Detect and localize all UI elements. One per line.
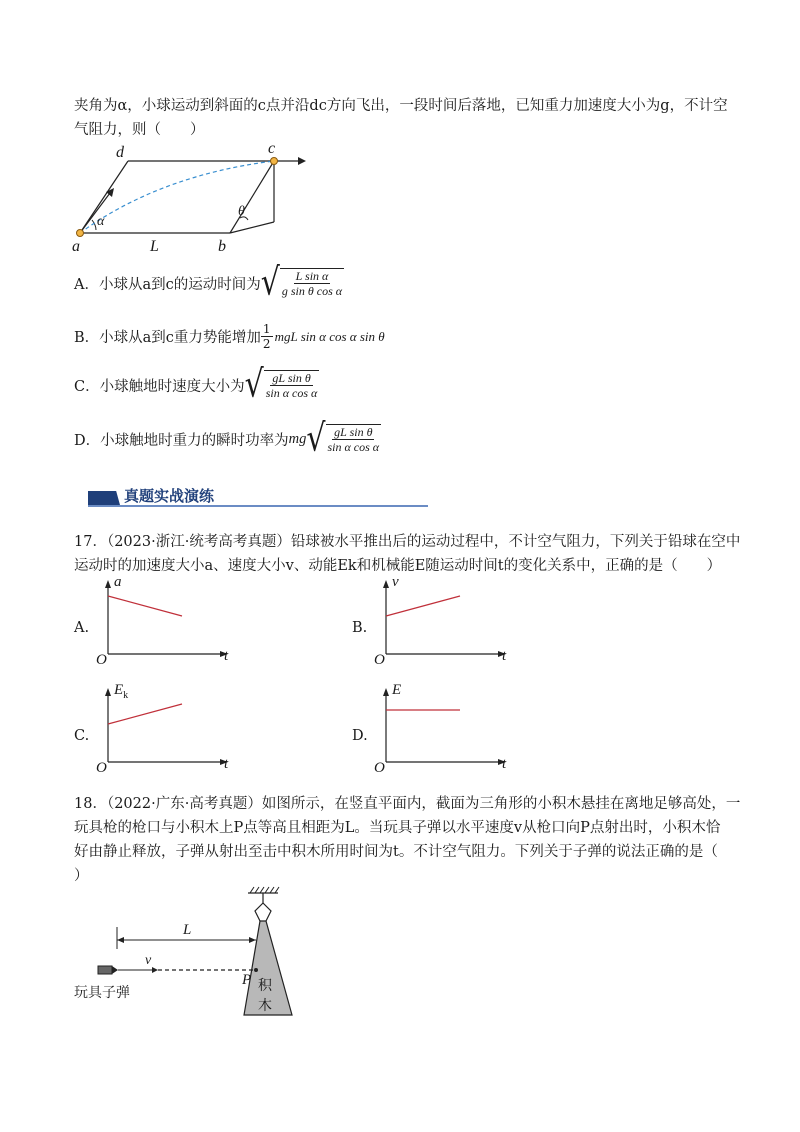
label-a: a (72, 238, 80, 255)
q17-graph-option-a[interactable] (74, 574, 294, 678)
q18-label-block1: 积 (258, 978, 272, 994)
point-P (254, 968, 258, 972)
velocity-arrow-head (106, 188, 114, 197)
option-c-formula: √ $\frac{\text{gL sin θ}}{\text{sin α cos α}}$ (244, 362, 318, 407)
q16-option-b[interactable] (74, 322, 385, 351)
label-theta: θ (238, 204, 245, 219)
x-axis-label: t (224, 756, 229, 772)
label-b: b (218, 238, 226, 255)
q17-option-label: D. (352, 728, 368, 744)
origin-label: O (374, 760, 385, 776)
q18-label-L: L (183, 922, 192, 938)
q17-option-label: B. (352, 620, 368, 636)
alpha-arc (92, 220, 96, 230)
ceiling-hatch (250, 887, 279, 893)
edge-base (230, 222, 274, 233)
option-c-den: sin α cos α (265, 386, 318, 400)
option-d-text: 小球触地时重力的瞬时功率为 (100, 432, 289, 449)
option-d-label: D． (74, 432, 101, 449)
q16-option-c[interactable] (74, 362, 319, 407)
y-axis-arrow (383, 580, 389, 588)
trajectory-curve (80, 161, 274, 233)
option-b-label: B． (74, 330, 100, 346)
data-line (108, 704, 182, 724)
banner-rule (88, 505, 428, 507)
option-c-label: C． (74, 378, 100, 395)
q18-label-block2: 木 (258, 998, 272, 1014)
q17-option-label: A. (74, 620, 90, 636)
option-d-num: gL sin θ (334, 425, 373, 439)
q18-line3: 好由静止释放，子弹从射出至击中积木所用时间为t。不计空气阻力。下列关于子弹的说法正确的是（ (74, 844, 718, 860)
origin-label: O (96, 652, 107, 668)
bullet-tip (112, 966, 118, 974)
q17-line2: 运动时的加速度大小a、速度大小v、动能Ek和机械能E随运动时间t的变化关系中，正确的是（ ） (74, 558, 722, 574)
q16-stem-line2: 气阻力，则（ ） (74, 122, 205, 138)
y-axis-label: E (392, 682, 402, 698)
velocity-arrow-line (80, 193, 110, 233)
q17-option-label: C. (74, 728, 90, 744)
banner-bar (88, 491, 120, 505)
q16-stem-line1: 夹角为α，小球运动到斜面的c点并沿dc方向飞出，一段时间后落地，已知重力加速度大小为g，不计空 (74, 98, 728, 114)
option-d-formula: √ $\frac{\text{gL sin θ}}{\text{sin α cos α}}$ (306, 416, 380, 461)
q17-graph-option-c[interactable] (74, 682, 294, 786)
option-d-prefix: mg (288, 430, 307, 447)
q17-graph-option-b[interactable] (352, 574, 572, 678)
label-c: c (268, 140, 276, 157)
section-title: 真题实战演练 (124, 487, 215, 505)
option-b-fraction: $\frac{1}{2}$ (262, 322, 271, 351)
q18-line2: 玩具枪的枪口与小积木上P点等高且相距为L。当玩具子弹以水平速度v从枪口向P点射出时，小积木恰 (74, 820, 721, 836)
q18-line4: ） (74, 868, 89, 884)
option-a-text: 小球从a到c的运动时间为 (98, 276, 261, 293)
x-axis-label: t (502, 648, 507, 664)
option-c-text: 小球触地时速度大小为 (99, 378, 245, 395)
q17-axes (380, 578, 510, 678)
edge-bc (230, 161, 274, 233)
q17-axes (102, 578, 232, 678)
y-axis-label: v (392, 574, 399, 590)
origin-label: O (96, 760, 107, 776)
dim-arrow-right (249, 937, 256, 943)
q17-axes (380, 686, 510, 786)
q18-label-gun: 玩具子弹 (74, 985, 130, 1001)
x-axis-label: t (502, 756, 507, 772)
y-axis-arrow (105, 688, 111, 696)
q18-line1: 18．（2022·广东·高考真题）如图所示，在竖直平面内，截面为三角形的小积木悬挂在离地足够高处，一 (74, 796, 741, 812)
option-a-den: g sin θ cos α (281, 284, 343, 298)
option-c-num: gL sin θ (272, 371, 311, 385)
q17-line1: 17．（2023·浙江·统考高考真题）铅球被水平推出后的运动过程中，不计空气阻力，下列关于铅球在空中 (74, 534, 741, 550)
clamp (255, 903, 271, 921)
y-axis-arrow (105, 580, 111, 588)
q18-label-v: v (145, 953, 152, 968)
bullet-body (98, 966, 112, 974)
section-banner (88, 485, 428, 507)
option-a-num: L sin α (295, 269, 329, 283)
q16-option-a[interactable] (74, 260, 344, 305)
option-a-label: A． (74, 276, 99, 293)
q17-graph-option-d[interactable] (352, 682, 572, 786)
ball-at-a (77, 230, 84, 237)
dim-arrow-left (117, 937, 124, 943)
q18-figure (70, 885, 330, 1025)
q18-label-P: P (242, 972, 252, 988)
velocity-arrowhead (152, 967, 158, 973)
y-axis-arrow (383, 688, 389, 696)
data-line (108, 596, 182, 616)
y-axis-label: a (114, 574, 122, 590)
ball-at-c (271, 158, 278, 165)
q17-axes (102, 686, 232, 786)
q16-incline-figure (70, 140, 310, 260)
origin-label: O (374, 652, 385, 668)
q16-option-d[interactable] (74, 416, 381, 461)
data-line (386, 596, 460, 616)
label-L: L (150, 238, 159, 255)
label-d: d (116, 144, 124, 161)
label-alpha: α (97, 214, 105, 229)
y-axis-label: $E_k$ (114, 682, 129, 701)
option-a-formula: √ $\frac{\text{L sin α}}{\text{g sin θ cos α}}$ (260, 260, 343, 305)
option-b-rest: mgL sin α cos α sin θ (274, 328, 385, 344)
option-b-text: 小球从a到c重力势能增加 (99, 330, 261, 346)
y-axis-subscript: k (123, 690, 129, 701)
x-axis-label: t (224, 648, 229, 664)
exit-arrow-head (298, 157, 306, 165)
option-d-den: sin α cos α (327, 440, 380, 454)
